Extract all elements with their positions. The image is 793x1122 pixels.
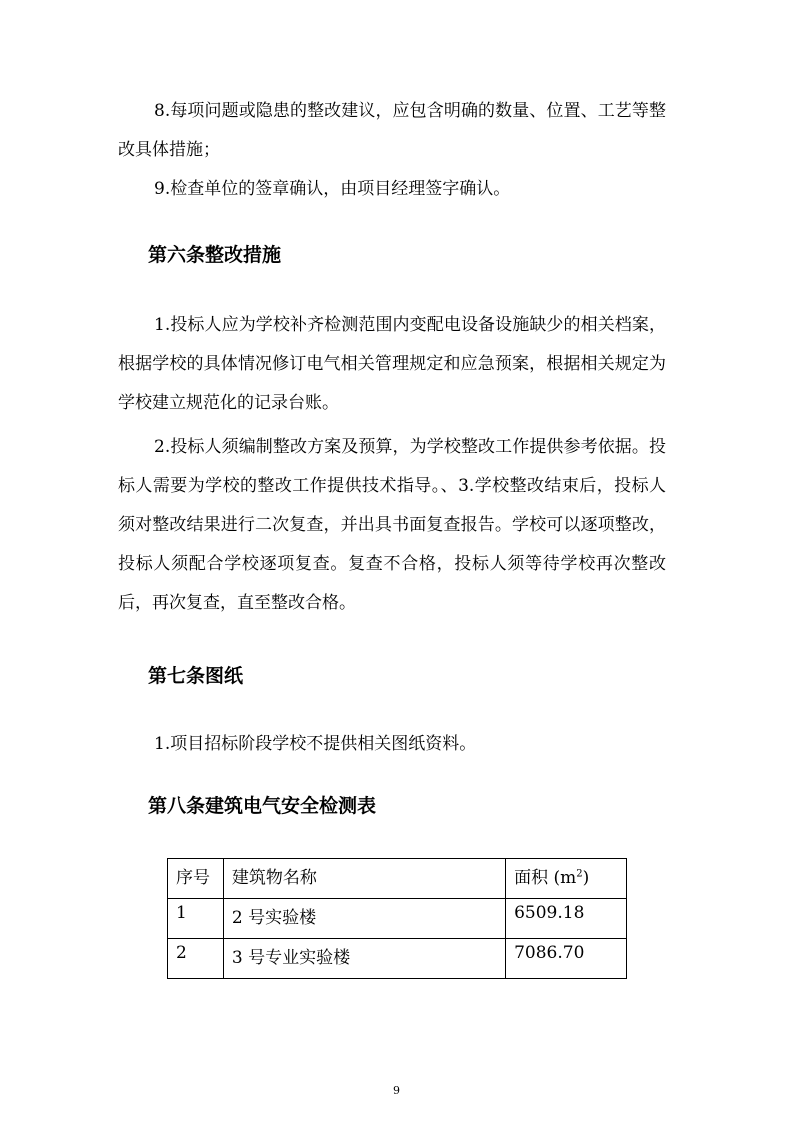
header-area-sup: 2 <box>576 868 583 880</box>
electrical-safety-table <box>167 858 627 979</box>
header-area-prefix: 面积 (m <box>514 868 577 888</box>
page-number: 9 <box>393 1084 400 1097</box>
row-2-name: 3 号专业实验楼 <box>223 939 505 979</box>
section-8-heading: 第八条建筑电气安全检测表 <box>148 795 377 817</box>
table-row <box>168 899 627 939</box>
item-9-paragraph: 9.检查单位的签章确认，由项目经理签字确认。 <box>154 179 511 199</box>
table-header-row <box>168 859 627 899</box>
row-2-no: 2 <box>168 939 224 979</box>
row-1-area: 6509.18 <box>506 899 627 939</box>
section-7-item-1-paragraph: 1.项目招标阶段学校不提供相关图纸资料。 <box>154 734 477 754</box>
section-6-item-2-paragraph: 2.投标人须编制整改方案及预算，为学校整改工作提供参考依据。投标人需要为学校的整改工作提供技术指导。、3.学校整改结束后，投标人须对整改结果进行二次复查，并出具书面复查报告。学校可以逐项整改，投标人须配合学校逐项复查。复查不合格，投标人须等待学校再次整改后，再次复查，直至整改合格。 <box>118 437 666 613</box>
table-row <box>168 939 627 979</box>
row-1-name: 2 号实验楼 <box>223 899 505 939</box>
row-1-no: 1 <box>168 899 224 939</box>
row-2-area: 7086.70 <box>506 939 627 979</box>
header-name: 建筑物名称 <box>223 859 505 899</box>
section-6-item-1-paragraph: 1.投标人应为学校补齐检测范围内变配电设备设施缺少的相关档案，根据学校的具体情况修订电气相关管理规定和应急预案，根据相关规定为学校建立规范化的记录台账。 <box>118 315 666 413</box>
section-6-heading: 第六条整改措施 <box>148 244 282 266</box>
section-7-heading: 第七条图纸 <box>148 665 244 687</box>
header-area-suffix: ) <box>582 868 590 888</box>
header-area <box>506 859 627 899</box>
item-8-paragraph: 8.每项问题或隐患的整改建议，应包含明确的数量、位置、工艺等整改具体措施； <box>118 101 666 160</box>
header-no: 序号 <box>168 859 224 899</box>
